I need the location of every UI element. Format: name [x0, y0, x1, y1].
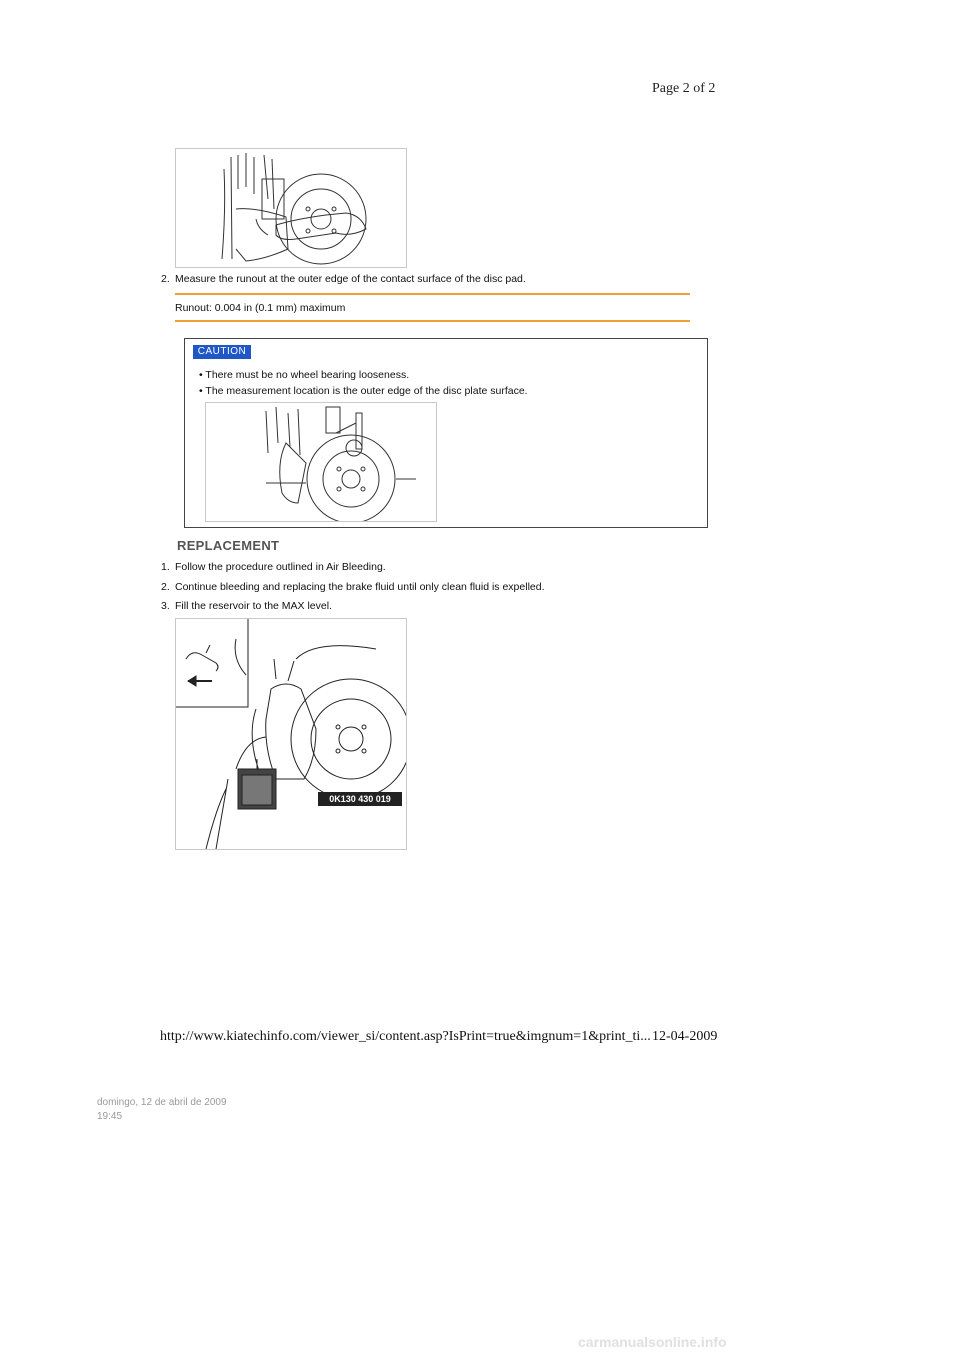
replacement-step-1: [161, 561, 386, 573]
runout-spec: Runout: 0.004 in (0.1 mm) maximum: [175, 302, 346, 314]
page-number: Page 2 of 2: [652, 81, 716, 96]
caution-badge: CAUTION: [193, 345, 251, 359]
part-number-label: 0K130 430 019: [318, 792, 402, 806]
watermark: carmanualsonline.info: [578, 1334, 727, 1350]
bleeding-figure: [175, 618, 407, 850]
replacement-step-3: [161, 600, 332, 612]
replacement-step-2: [161, 581, 545, 593]
runout-figure-1: [175, 148, 407, 268]
step-number: 1.: [161, 561, 170, 573]
step-text: Measure the runout at the outer edge of the contact surface of the disc pad.: [175, 273, 526, 285]
step-number: 2.: [161, 273, 170, 285]
source-url: http://www.kiatechinfo.com/viewer_si/content.asp?IsPrint=true&imgnum=1&print_ti...: [160, 1029, 651, 1044]
caution-bullet-1: • There must be no wheel bearing looseness.: [199, 369, 410, 381]
print-date: 12-04-2009: [652, 1029, 718, 1044]
spec-top-rule: [175, 293, 690, 295]
timestamp-time: 19:45: [97, 1111, 123, 1122]
step-text: Follow the procedure outlined in Air Bleeding.: [175, 561, 386, 573]
step-number: 2.: [161, 581, 170, 593]
caution-bullet-2: • The measurement location is the outer edge of the disc plate surface.: [199, 385, 528, 397]
section-title-replacement: REPLACEMENT: [177, 538, 280, 553]
timestamp-date: domingo, 12 de abril de 2009: [97, 1097, 227, 1108]
runout-figure-2: [205, 402, 437, 522]
step-text: Continue bleeding and replacing the brake fluid until only clean fluid is expelled.: [175, 581, 545, 593]
caution-box: [184, 338, 708, 528]
step-measure-runout: [161, 273, 526, 285]
step-number: 3.: [161, 600, 170, 612]
spec-bottom-rule: [175, 320, 690, 322]
step-text: Fill the reservoir to the MAX level.: [175, 600, 332, 612]
